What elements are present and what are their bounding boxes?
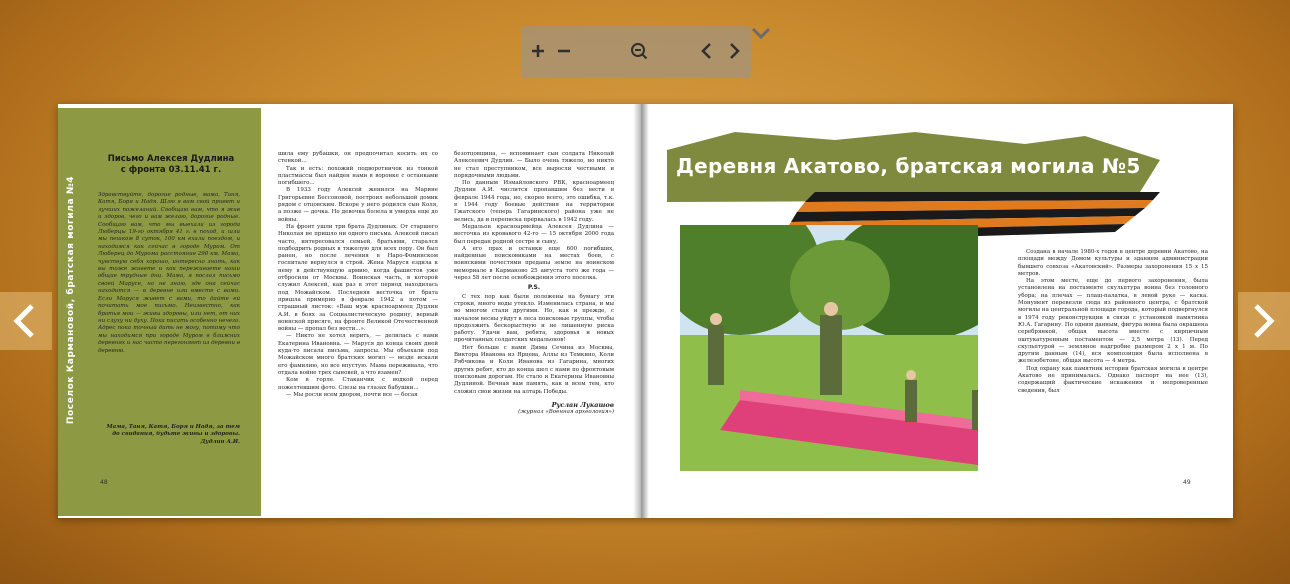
zoom-fit-button[interactable] (629, 42, 649, 62)
chevron-down-icon (750, 26, 772, 42)
paragraph: Так и есть: похожий подворотничок из тонкой пластмассы был найден нами в воронке с останками погибшего... (278, 165, 438, 187)
paragraph: шила ему рубашки, он предпочитал косить их со стенкой... (278, 151, 438, 165)
minus-icon (556, 43, 572, 59)
letter-panel (58, 108, 261, 516)
chevron-right-icon (1248, 303, 1278, 339)
text-column-3 (454, 151, 614, 416)
book-spread (58, 104, 1233, 518)
zoom-out-button[interactable] (554, 42, 574, 62)
chevron-left-icon (10, 303, 40, 339)
memorial-scene (680, 225, 978, 471)
letter-signature: Мама, Таня, Катя, Боря и Надя, за тем до свидания, будьте живы и здоровы. Дудлин А.И. (106, 424, 240, 445)
page-number-right: 49 (1183, 479, 1191, 486)
chevron-left-icon (699, 42, 715, 60)
page-title: Деревня Акатово, братская могила №5 (676, 154, 1141, 178)
nav-prev-button[interactable] (0, 292, 52, 350)
zoom-in-button[interactable] (528, 42, 548, 62)
viewer-toolbar (521, 26, 751, 78)
ps-heading: P.S. (527, 284, 541, 292)
text-column-2 (278, 151, 438, 399)
letter-title-line-2: с фронта 03.11.41 г. (120, 165, 222, 175)
chevron-right-icon (726, 42, 742, 60)
book-spine (633, 104, 649, 518)
author-source: (журнал «Военная археология») (518, 409, 614, 416)
paragraph: С тех пор как были положены на бумагу эти строки, много воды утекло. Изменилась страна, и мы во многом стали другими. Но, как и прежде, с началом весны уйдут в леса поисковые группы, чтобы продолжить бескорыстную и не лишенную риска работу. Удачи вам, ребята, здоровья и новых прочитанных солдатских медальонов! (454, 293, 614, 344)
letter-title-line-1: Письмо Алексея Дудлина (107, 154, 235, 164)
prev-page-button[interactable] (697, 42, 717, 62)
paragraph: Под охрану как памятник истории братская могила в центре Акатово не принималась. Однако паспорт на нее (13), содержащий фактические искажения и непроверенные сведения, был (1018, 365, 1208, 394)
nav-next-button[interactable] (1238, 292, 1290, 350)
paragraph: Ком в горле. Стаканчик с водкой перед пожелтевшим фото. Слезы на глазах бабушки... (278, 377, 438, 391)
paragraph: По данным Измайловского РВК, красноармеец Дудлин А.И. числится пропавшим без вести в феврале 1944 года, но, скорее всего, это ошибка, т.к. в 1944 году боевые действия на территории Гжатского (теперь Гагаринского) района уже не велись, да и переписка прервалась в 1942 году. (454, 180, 614, 223)
plus-icon (530, 43, 546, 59)
letter-text: Здравствуйте, дорогие родные, мама, Таня, Катя, Боря и Надя. Шлю я вам свой привет и лучших пожеланий. Сообщаю вам, что я жив и здоров, чего и вам желаю, дорогие родные. Сообщаю вам, что мы выехали из города Люберцы 19-го октября 41 г. в поход, и шли мы пешком 8 суток, 100 км ехали поездом, и находимся как сейчас в городе Муром. От Люберец до Мурома расстояние 290 км. Мама, чувствую себя хорошо, интересно знать, как вы тоже живете и как переживаете наши общие трудные дни. Мама, я послал письмо своей Марусе, но не знаю, где она сейчас находится — в деревне или вместе с вами. Если Маруся живет с вами, то дайте ей почитать мое письмо. Неизвестно, как братья мои — живы здоровы, или нет, от них ни слуху ни духу. Пока писать особенно нечего. Адрес пока точный дать не могу, потому что мы находимся при городе Муром в ближних деревнях и нас часто перегоняют из деревни в деревню. (98, 192, 240, 354)
paragraph: — Никто не хотел верить, — делилась с нами Екатерина Ивановна. — Маруся до конца своих дней куда-то писала письма, запросы. Мы объехали под Можайском много братских могил — везде искали его фамилию, но все впустую. Мама переживала, что отдала войне трех сыновей, а что взамен? (278, 333, 438, 376)
paragraph: Создана в начале 1980-х годов в центре деревни Акатово, на площади между Домом культуры и зданием администрации бывшего совхоза «Акатовский». Размеры захоронения 15 х 15 метров. (1018, 249, 1208, 277)
right-text-column (1018, 249, 1208, 395)
vertical-section-title: Поселок Кармановой, братская могила №4 (66, 175, 76, 425)
paragraph: А его прах и останки еще 600 погибших, найденные поисковиками на местах боев, с воинскими почестями преданы земле на воинском мемориале в Карманово 25 августа того же года — через 58 лет после освобождения этого поселка. (454, 245, 614, 282)
magnifier-minus-icon (630, 42, 648, 60)
paragraph: На этом месте, еще до первого захоронения, была установлена на постаменте скульптура воина без головного убора; на плечах — плащ-палатка, в левой руке — каска. Монумент перевезли сюда из районного центра, с братской могилы на центральной площади города, который подвергнулся в 1974 году реконструкции в связи с установкой памятника Ю.А. Гагарину. По одним данным, фигура воина была окрашена серебрянкой, общая высота вместе с кирпичным оштукатуренным постаментом — 2,5 метра (13). Перед скульптурой — земляное надгробие размером 2 х 1 м. По другим данным (14), вся композиция была исполнена в железобетоне, общая высота — 4 метра. (1018, 278, 1208, 365)
paragraph: Медальон красноармейца Алексея Дудлина — весточка из кровавого 42-го — 15 октября 2000 года был передан родной сестре и сыну. (454, 223, 614, 245)
paragraph: — Мы росли всем двором, почти все — босая (286, 391, 418, 398)
author-name: Руслан Лукашов (551, 400, 614, 409)
left-page[interactable] (58, 104, 641, 518)
paragraph: безотцовщина, — вспоминает сын солдата Николай Алексеевич Дудлин. — Было очень тяжело, но никто не стал преступником, все выросли честными и порядочными людьми. (454, 151, 614, 179)
paragraph: В 1933 году Алексей женился на Марине Григорьевне Бессоновой, построил небольшой домик рядом с отцовским. Вскоре у него родился сын Коля, а позже — дочка. Но девочка болела и умерла еще до войны. (278, 187, 438, 223)
page-number-left: 48 (100, 479, 108, 486)
letter-title (86, 154, 256, 176)
paragraph: На фронт ушли три брата Дудлиных. От старшего Николая не пришло ни одного письма. Алексей писал часто, интересовался семьей, братьями, старался подбодрить родных в тяжелую для всех пору. Он был ранен, но после лечения в Наро-Фоминском госпитале вернулся в строй. Жена Маруся ездила к нему в действующую армию, когда фашистов уже отбросили от Москвы. Воинская часть, в которой служил Алексей, как раз в этот период находилась под Можайском. Последняя весточка от брата пришла примерно в феврале 1942 а потом — страшный листок: «Ваш муж красноармеец Дудлин А.И. в боях за Социалистическую родину, верный воинской присяге, на фронте Великой Отечественной войны — пропал без вести...». (278, 223, 438, 333)
next-page-button[interactable] (724, 42, 744, 62)
toolbar-collapse-button[interactable] (750, 26, 772, 44)
memorial-photo (680, 225, 978, 471)
paragraph: Нет больше с нами Димы Сечина из Москвы, Виктора Иванова из Ярцева, Аллы из Темкино, Коли Рябчикова и Коли Иванова из Гагарина, многих других ребят, кто до конца шел с нами по фронтовым поисковым дорогам. Не стало и Екатерины Ивановны Дудлиной. Вечная вам память, как и всем тем, кто сложил свои жизни на алтарь Победы. (454, 344, 614, 395)
